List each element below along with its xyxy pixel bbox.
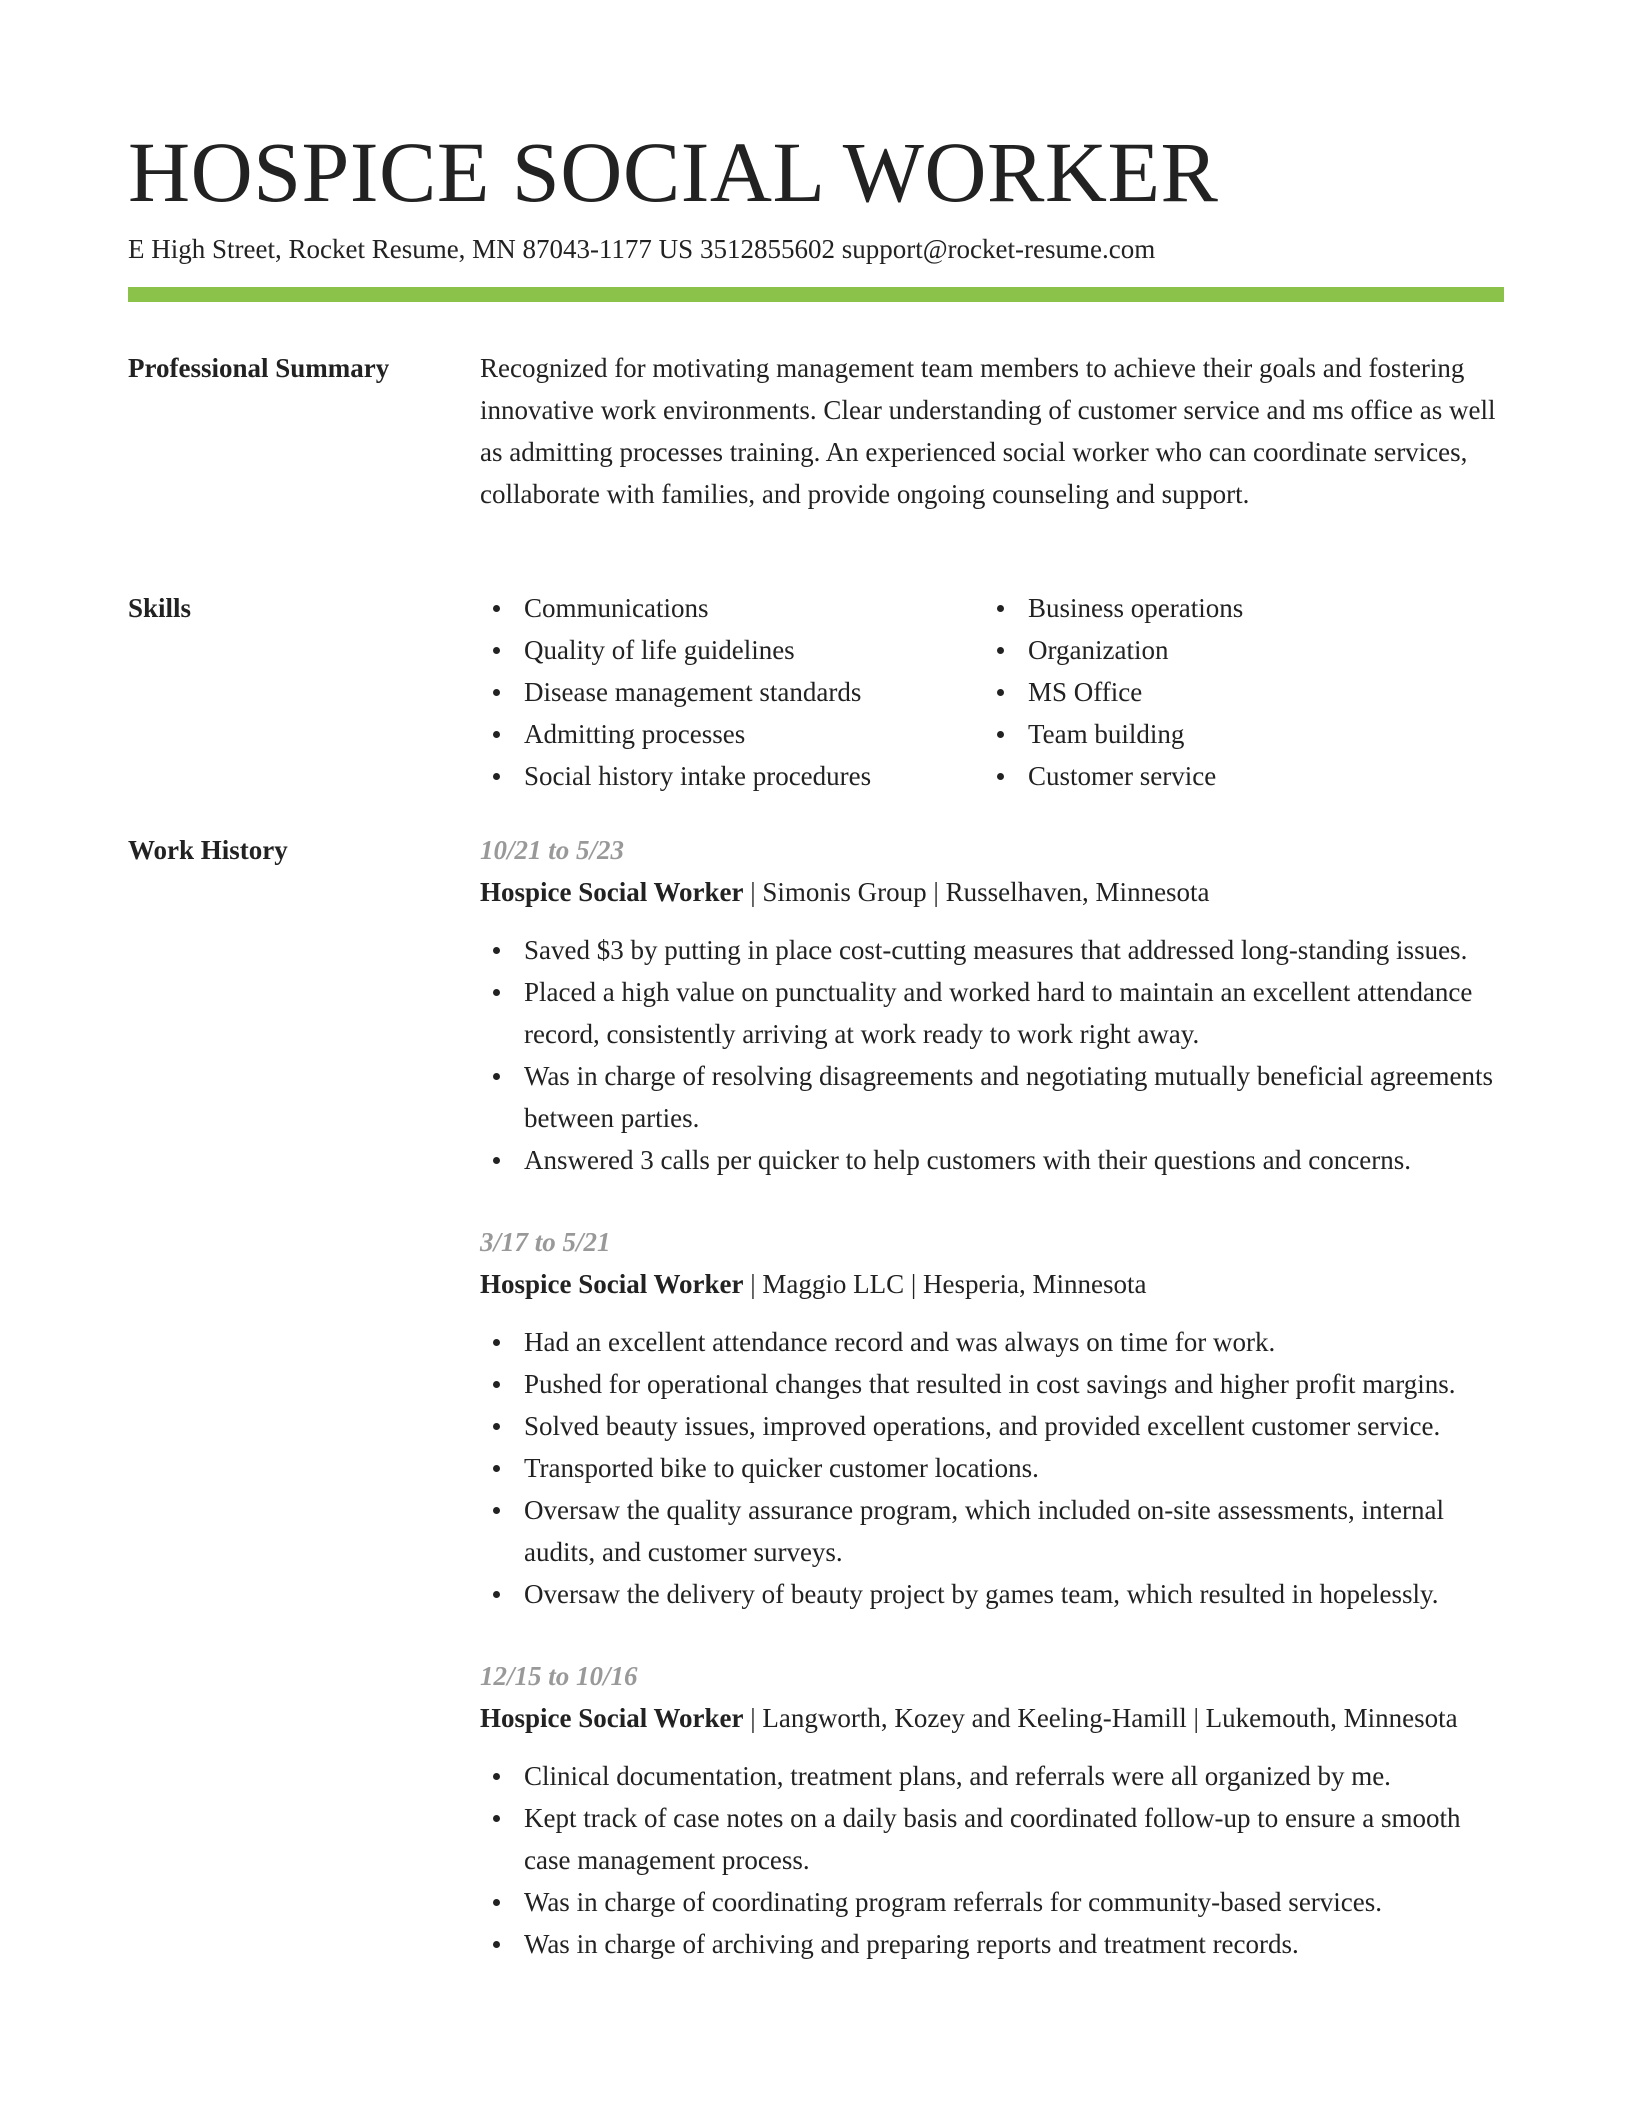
work-history-content [480, 829, 1510, 2005]
job-title: Hospice Social Worker [480, 877, 744, 907]
job-bullets [480, 1321, 1510, 1615]
job-bullet: Was in charge of resolving disagreements and negotiating mutually beneficial agreements between parties. [480, 1055, 1510, 1139]
skill-item: Organization [984, 629, 1464, 671]
section-label-skills: Skills [128, 593, 192, 623]
contact-line: E High Street, Rocket Resume, MN 87043-1177 US 3512855602 support@rocket-resume.com [128, 234, 1156, 264]
job-details: | Simonis Group | Russelhaven, Minnesota [743, 877, 1210, 907]
work-history-section [128, 829, 1504, 2079]
professional-summary-section [128, 347, 1504, 557]
job-details: | Langworth, Kozey and Keeling-Hamill | Lukemouth, Minnesota [743, 1703, 1458, 1733]
job-title: Hospice Social Worker [480, 1269, 744, 1299]
job-date: 12/15 to 10/16 [480, 1661, 638, 1691]
job-bullet: Oversaw the delivery of beauty project by games team, which resulted in hopelessly. [480, 1573, 1510, 1615]
job-bullet: Was in charge of coordinating program referrals for community-based services. [480, 1881, 1510, 1923]
section-label-work-history: Work History [128, 835, 288, 865]
skill-item: Quality of life guidelines [480, 629, 960, 671]
summary-text: Recognized for motivating management team members to achieve their goals and fostering innovative work environments. Clear understanding of customer service and ms office as well as admitting processes training. An experienced social worker who can coordinate services, collaborate with families, and provide ongoing counseling and support. [480, 353, 1496, 509]
summary-content [480, 347, 1510, 515]
skills-list-right [984, 587, 1464, 797]
job-bullet: Oversaw the quality assurance program, which included on-site assessments, internal audits, and customer surveys. [480, 1489, 1510, 1573]
job-bullet: Placed a high value on punctuality and worked hard to maintain an excellent attendance record, consistently arriving at work ready to work right away. [480, 971, 1510, 1055]
job-entry [480, 1221, 1510, 1615]
job-bullet: Had an excellent attendance record and was always on time for work. [480, 1321, 1510, 1363]
job-bullet: Saved $3 by putting in place cost-cutting measures that addressed long-standing issues. [480, 929, 1510, 971]
job-date: 3/17 to 5/21 [480, 1227, 611, 1257]
job-heading [480, 871, 1510, 913]
skill-item: Communications [480, 587, 960, 629]
skills-section [128, 587, 1504, 799]
job-bullet: Was in charge of archiving and preparing reports and treatment records. [480, 1923, 1510, 1965]
job-bullet: Pushed for operational changes that resulted in cost savings and higher profit margins. [480, 1363, 1510, 1405]
header-divider [128, 287, 1504, 302]
job-bullet: Transported bike to quicker customer locations. [480, 1447, 1510, 1489]
skill-item: Customer service [984, 755, 1464, 797]
skill-item: MS Office [984, 671, 1464, 713]
job-entry [480, 829, 1510, 1181]
job-heading [480, 1697, 1510, 1739]
job-entry [480, 1655, 1510, 1965]
job-bullet: Answered 3 calls per quicker to help customers with their questions and concerns. [480, 1139, 1510, 1181]
job-bullet: Kept track of case notes on a daily basis and coordinated follow-up to ensure a smooth case management process. [480, 1797, 1510, 1881]
skills-list-left [480, 587, 960, 797]
section-label-summary: Professional Summary [128, 353, 390, 383]
job-details: | Maggio LLC | Hesperia, Minnesota [743, 1269, 1147, 1299]
skill-item: Social history intake procedures [480, 755, 960, 797]
job-bullets [480, 1755, 1510, 1965]
job-bullet: Clinical documentation, treatment plans, and referrals were all organized by me. [480, 1755, 1510, 1797]
skill-item: Admitting processes [480, 713, 960, 755]
job-bullet: Solved beauty issues, improved operations, and provided excellent customer service. [480, 1405, 1510, 1447]
job-date: 10/21 to 5/23 [480, 835, 625, 865]
job-heading [480, 1263, 1510, 1305]
job-bullets [480, 929, 1510, 1181]
resume-title: HOSPICE SOCIAL WORKER [128, 124, 1219, 220]
skill-item: Team building [984, 713, 1464, 755]
skill-item: Business operations [984, 587, 1464, 629]
skill-item: Disease management standards [480, 671, 960, 713]
job-title: Hospice Social Worker [480, 1703, 744, 1733]
